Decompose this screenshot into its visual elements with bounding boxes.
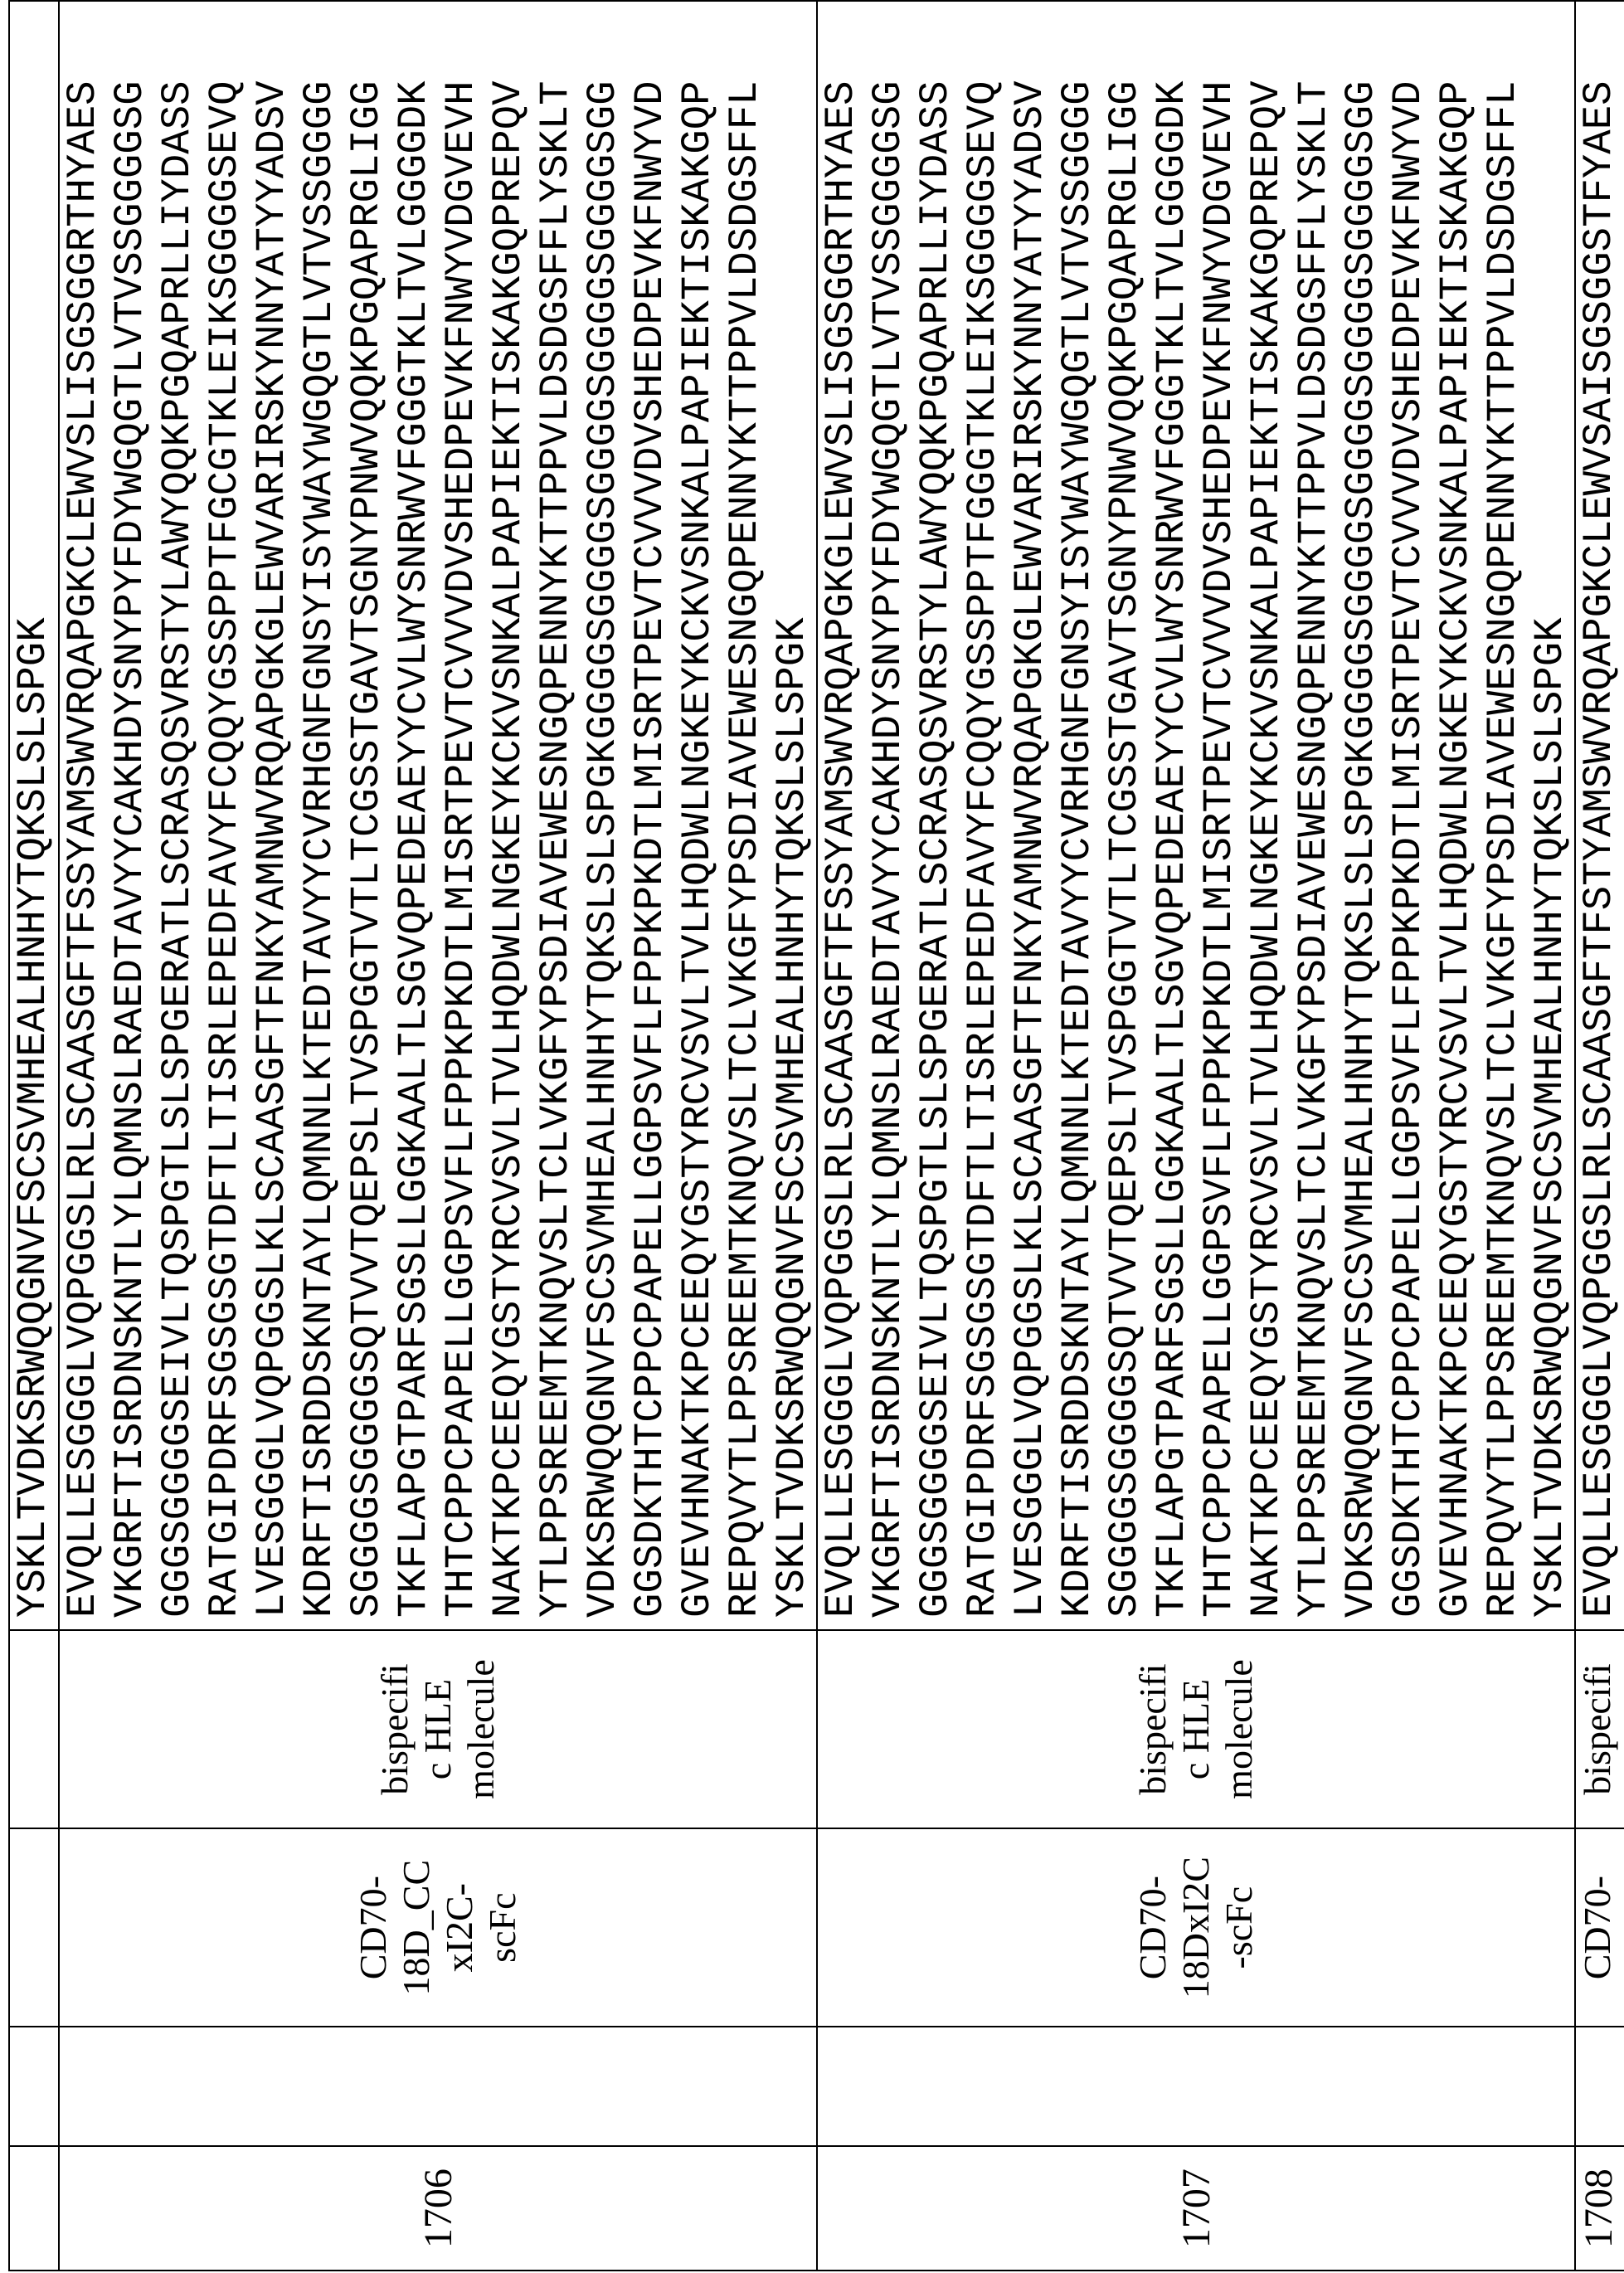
sequence-line: RATGIPDRFSGSGSGTDFTLTISRLEPEDFAVYFCQQYGSSPPTFGCGTKLEIKSGGGGSEVQ [202,2,249,1618]
sequence-line: TKFLAPGTPARFSGSLLGGKAALTLSGVQPEDEAEYYCVLWYSNRWVFGGGTKLTVLGGGGDK [391,2,438,1618]
table-row [59,1,817,2271]
empty-cell [9,2027,59,2146]
sequence-line: EVQLLESGGGLVQPGGSLRLSCAASGFTFSSYAMSWVRQAPGKCLEWVSLISGSGGRTHYAES [60,2,107,1618]
sequence-line: GGSDKTHTCPPCPAPELLGGPSVFLFPPKPKDTLMISRTPEVTCVVVDVSHEDPEVKFNWYVD [627,2,674,1618]
sequence-line: NAKTKPCEEQYGSTYRCVSVLTVLHQDWLNGKEYKCKVSNKALPAPIEKTISKAKGQPREPQV [1243,2,1291,1618]
molecule-type-line: c HLE [416,1631,459,1828]
seq-id-cell [59,2146,817,2271]
sequence-line: KDRFTISRDDSKNTAYLQMNNLKTEDTAVYYCVRHGNFGNSYISYWAYWGQGTLVTVSSGGGG [1054,2,1101,1618]
sequence-line: GGGSGGGGSEIVLTQSPGTLSLSPGERATLSCRASQSVRSTYLAWYQQKPGQAPRLLIYDASS [154,2,202,1618]
rotated-patent-page [0,0,1624,2273]
sequence-line: GGSDKTHTCPPCPAPELLGGPSVFLFPPKPKDTLMISRTPEVTCVVVDVSHEDPEVKFNWYVD [1385,2,1432,1618]
molecule-name-cell [817,1828,1575,2027]
sequence-line: GGGSGGGGSEIVLTQSPGTLSLSPGERATLSCRASQSVRSTYLAWYQQKPGQAPRLLIYDASS [912,2,960,1618]
molecule-type-line: bispecifi [373,1631,416,1828]
sequence-table [8,0,1624,2271]
table-row [817,1,1575,2271]
seq-id: 1708 [1577,2168,1621,2248]
seq-id-cell [817,2146,1575,2271]
sequence-line: LVESGGGLVQPGGSLKLSCAASGFTFNKYAMNWVRQAPGKGLEWVARIRSKYNNYATYYADSV [249,2,296,1618]
sequence-line: KDRFTISRDDSKNTAYLQMNNLKTEDTAVYYCVRHGNFGNSYISYWAYWGQGTLVTVSSGGGG [296,2,343,1618]
sequence-line: VDKSRWQQGNVFSCSVMHEALHNHYTQKSLSLSPGKGGGGSGGGGSGGGGSGGGGSGGGGSGG [1338,2,1385,1618]
empty-cell [59,2027,817,2146]
seq-id: 1706 [416,2168,460,2248]
sequence-line: SGGGGSGGGGSQTVVTQEPSLTVSPGGTVTLTCGSSTGAVTSGNYPNWVQQKPGQAPRGLIGG [1101,2,1149,1618]
sequence-line: SGGGGSGGGGSQTVVTQEPSLTVSPGGTVTLTCGSSTGAVTSGNYPNWVQQKPGQAPRGLIGG [343,2,391,1618]
sequence-line: THTCPPCPAPELLGGPSVFLFPPKPKDTLMISRTPEVTCVVVDVSHEDPEVKFNWYVDGVEVH [438,2,485,1618]
sequence-cell [59,1,817,1630]
seq-id: 1707 [1174,2168,1218,2248]
sequence-cell [1575,1,1624,1630]
sequence-cell [817,1,1575,1630]
sequence-line: YSKLTVDKSRWQQGNVFSCSVMHEALHNHYTQKSLSLSPGK [769,2,816,1618]
molecule-type-line: bispecifi [1576,1631,1619,1828]
molecule-name-line: CD70- [1576,1829,1619,2026]
sequence-line: REPQVYTLPPSREEMTKNQVSLTCLVKGFYPSDIAVEWESNGQPENNYKTTPPVLDSDGSFFL [722,2,769,1618]
sequence-line: YTLPPSREEMTKNQVSLTCLVKGFYPSDIAVEWESNGQPENNYKTTPPVLDSDGSFFLYSKLT [1291,2,1338,1618]
sequence-line: VKGRFTISRDNSKNTLYLQMNSLRAEDTAVYYCAKHDYSNYPYFDYWGQGTLVTVSSGGGGSG [865,2,912,1618]
molecule-name-cell [9,1828,59,2027]
molecule-name-cell [59,1828,817,2027]
sequence-line: GVEVHNAKTKPCEEQYGSTYRCVSVLTVLHQDWLNGKEYKCKVSNKALPAPIEKTISKAKGQP [674,2,722,1618]
sequence-line: YTLPPSREEMTKNQVSLTCLVKGFYPSDIAVEWESNGQPENNYKTTPPVLDSDGSFFLYSKLT [532,2,580,1618]
molecule-type-line: molecule [1218,1631,1261,1828]
sequence-line: THTCPPCPAPELLGGPSVFLFPPKPKDTLMISRTPEVTCVVVDVSHEDPEVKFNWYVDGVEVH [1196,2,1243,1618]
sequence-line: VKGRFTISRDNSKNTLYLQMNSLRAEDTAVYYCAKHDYSNYPYFDYWGQGTLVTVSSGGGGSG [107,2,154,1618]
sequence-line: RATGIPDRFSGSGSGTDFTLTISRLEPEDFAVYFCQQYGSSPPTFGGGTKLEIKSGGGGSEVQ [960,2,1007,1618]
molecule-name-line: 18D_CC [395,1829,438,2026]
sequence-line: YSKLTVDKSRWQQGNVFSCSVMHEALHNHYTQKSLSLSPGK [10,2,57,1618]
molecule-name-line: -scFc [1218,1829,1261,2026]
seq-id-cell [1575,2146,1624,2271]
sequence-line: NAKTKPCEEQYGSTYRCVSVLTVLHQDWLNGKEYKCKVSNKALPAPIEKTISKAKGQPREPQV [485,2,532,1618]
molecule-type-cell [817,1630,1575,1828]
molecule-name-line: CD70- [352,1829,395,2026]
molecule-type-cell [1575,1630,1624,1828]
molecule-type-cell [59,1630,817,1828]
empty-cell [1575,2027,1624,2146]
molecule-type-line: c HLE [1174,1631,1218,1828]
sequence-cell [9,1,59,1630]
molecule-type-line: molecule [459,1631,503,1828]
sequence-line: TKFLAPGTPARFSGSLLGGKAALTLSGVQPEDEAEYYCVLWYSNRWVFGGGTKLTVLGGGGDK [1149,2,1196,1618]
sequence-line: EVQLLESGGGLVQPGGSLRLSCAASGFTFSTYAMSWVRQAPGKCLEWVSAISGSGGSTFYAES [1576,2,1623,1618]
molecule-name-line: xI2C- [438,1829,481,2026]
molecule-name-line: 18DxI2C [1174,1829,1218,2026]
sequence-line: REPQVYTLPPSREEMTKNQVSLTCLVKGFYPSDIAVEWESNGQPENNYKTTPPVLDSDGSFFL [1480,2,1527,1618]
molecule-type-line: bispecifi [1131,1631,1174,1828]
sequence-line: VDKSRWQQGNVFSCSVMHEALHNHYTQKSLSLSPGKGGGGSGGGGSGGGGSGGGGSGGGGSGG [580,2,627,1618]
sequence-line: GVEVHNAKTKPCEEQYGSTYRCVSVLTVLHQDWLNGKEYKCKVSNKALPAPIEKTISKAKGQP [1432,2,1480,1618]
seq-id-cell [9,2146,59,2271]
molecule-type-cell [9,1630,59,1828]
table-row [9,1,59,2271]
sequence-line: LVESGGGLVQPGGSLKLSCAASGFTFNKYAMNWVRQAPGKGLEWVARIRSKYNNYATYYADSV [1007,2,1054,1618]
sequence-line: EVQLLESGGGLVQPGGSLRLSCAASGFTFSSYAMSWVRQAPGKGLEWVSLISGSGGRTHYAES [818,2,865,1618]
molecule-name-line: CD70- [1131,1829,1174,2026]
table-row [1575,1,1624,2271]
empty-cell [817,2027,1575,2146]
molecule-name-cell [1575,1828,1624,2027]
sequence-line: YSKLTVDKSRWQQGNVFSCSVMHEALHNHYTQKSLSLSPGK [1527,2,1574,1618]
molecule-name-line: scFc [481,1829,524,2026]
